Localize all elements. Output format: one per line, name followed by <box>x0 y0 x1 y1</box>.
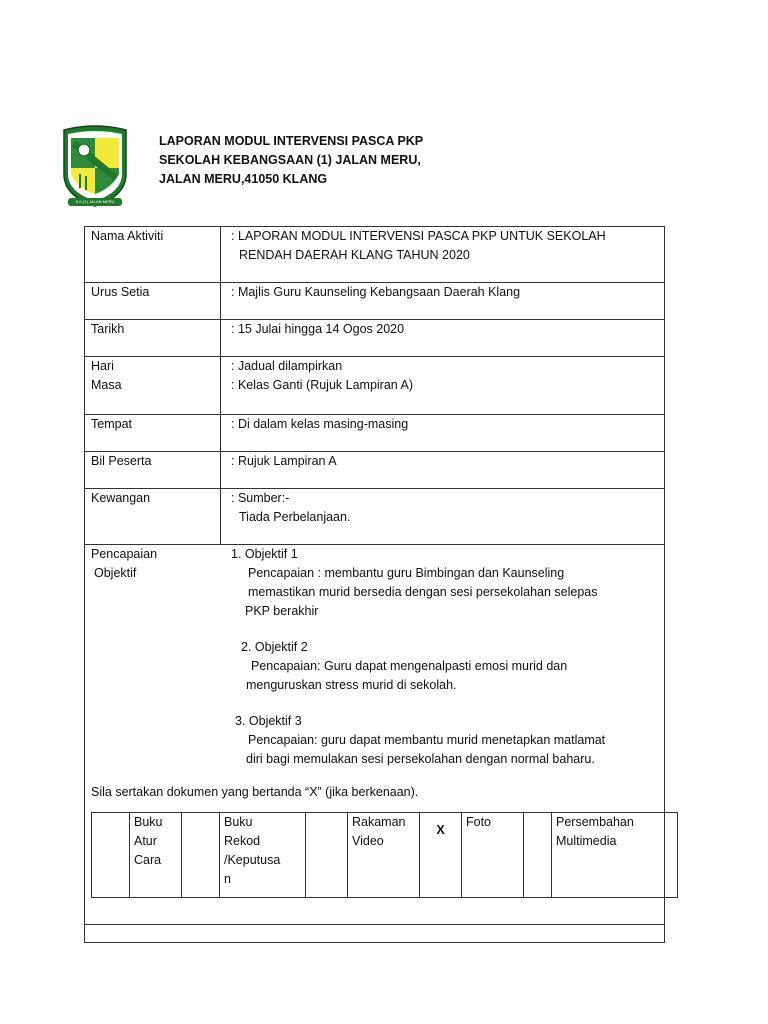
doc-label: Persembahan <box>556 815 634 829</box>
school-crest-logo <box>60 124 130 208</box>
row-nama-aktiviti <box>85 227 665 283</box>
document-checklist <box>91 812 657 898</box>
doc-label: Multimedia <box>556 834 617 848</box>
activity-report-table <box>84 226 665 943</box>
row-bil-peserta <box>85 452 665 489</box>
kewangan-sumber: : Sumber:- <box>231 491 290 505</box>
doc-label: Atur <box>134 834 157 848</box>
logo-banner-text: S.K.(1) JALAN MERU <box>75 199 115 204</box>
doc-label: n <box>224 872 231 886</box>
nama-aktiviti-line1: : LAPORAN MODUL INTERVENSI PASCA PKP UNTUK SEKOLAH <box>231 229 606 243</box>
footer-blank-cell <box>85 925 665 943</box>
label-nama-aktiviti: Nama Aktiviti <box>85 227 221 283</box>
objectives-list <box>221 545 605 769</box>
label-pencapaian-line2: Objektif <box>94 566 137 580</box>
label-bil-peserta: Bil Peserta <box>85 452 221 489</box>
doc-label: Buku <box>224 815 253 829</box>
value-masa: : Kelas Ganti (Rujuk Lampiran A) <box>231 378 414 392</box>
objective-1 <box>231 545 605 621</box>
label-kewangan: Kewangan <box>85 489 221 545</box>
doc-label: Video <box>352 834 384 848</box>
doc-label: Buku <box>134 815 163 829</box>
document-checklist-table <box>91 812 678 898</box>
value-hari-masa <box>221 357 665 415</box>
value-tempat: : Di dalam kelas masing-masing <box>221 415 665 452</box>
report-header <box>159 132 423 189</box>
doc-buku-atur-cara <box>130 813 182 898</box>
label-pencapaian <box>85 545 221 769</box>
pencapaian-cell <box>85 545 665 925</box>
kewangan-perbelanjaan: Tiada Perbelanjaan. <box>239 510 351 524</box>
doc-foto <box>462 813 524 898</box>
value-nama-aktiviti <box>221 227 665 283</box>
checkbox-rakaman-video-empty[interactable] <box>306 813 348 898</box>
doc-persembahan-multimedia <box>552 813 678 898</box>
doc-buku-rekod <box>220 813 306 898</box>
label-tempat: Tempat <box>85 415 221 452</box>
header-title: LAPORAN MODUL INTERVENSI PASCA PKP <box>159 134 424 148</box>
checkbox-buku-atur-cara[interactable] <box>92 813 130 898</box>
header-address: JALAN MERU,41050 KLANG <box>159 172 328 186</box>
row-tempat <box>85 415 665 452</box>
row-pencapaian-objektif <box>85 545 665 925</box>
attachment-note: Sila sertakan dokumen yang bertanda “X” (jika berkenaan). <box>91 785 419 799</box>
row-urus-setia <box>85 283 665 320</box>
objective-3-title: 3. Objektif 3 <box>235 714 302 728</box>
checkbox-rakaman-video-marked[interactable]: X <box>420 813 462 898</box>
objective-2-text: menguruskan stress murid di sekolah. <box>246 678 457 692</box>
nama-aktiviti-line2: RENDAH DAERAH KLANG TAHUN 2020 <box>239 248 470 262</box>
label-hari-masa <box>85 357 221 415</box>
checkbox-foto[interactable] <box>524 813 552 898</box>
objective-2-text: Pencapaian: Guru dapat mengenalpasti emosi murid dan <box>251 659 568 673</box>
row-tarikh <box>85 320 665 357</box>
label-pencapaian-line1: Pencapaian <box>91 547 158 561</box>
header-school-name: SEKOLAH KEBANGSAAN (1) JALAN MERU, <box>159 153 421 167</box>
doc-label: Rekod <box>224 834 261 848</box>
objective-2 <box>231 638 605 695</box>
row-kewangan <box>85 489 665 545</box>
value-tarikh: : 15 Julai hingga 14 Ogos 2020 <box>221 320 665 357</box>
label-urus-setia: Urus Setia <box>85 283 221 320</box>
doc-rakaman-video <box>348 813 420 898</box>
label-hari: Hari <box>91 359 114 373</box>
row-hari-masa <box>85 357 665 415</box>
objective-1-text: PKP berakhir <box>245 604 319 618</box>
doc-label: Rakaman <box>352 815 406 829</box>
label-tarikh: Tarikh <box>85 320 221 357</box>
value-hari: : Jadual dilampirkan <box>231 359 343 373</box>
objective-1-title: 1. Objektif 1 <box>231 547 298 561</box>
objective-1-text: Pencapaian : membantu guru Bimbingan dan Kaunseling <box>248 566 565 580</box>
checkbox-buku-rekod[interactable] <box>182 813 220 898</box>
objective-3 <box>231 712 605 769</box>
objective-3-text: diri bagi memulakan sesi persekolahan dengan normal baharu. <box>246 752 595 766</box>
label-masa: Masa <box>91 378 122 392</box>
objective-2-title: 2. Objektif 2 <box>241 640 308 654</box>
doc-label: Foto <box>466 815 492 829</box>
objective-1-text: memastikan murid bersedia dengan sesi persekolahan selepas <box>248 585 598 599</box>
doc-label: /Keputusa <box>224 853 281 867</box>
value-bil-peserta: : Rujuk Lampiran A <box>221 452 665 489</box>
value-kewangan <box>221 489 665 545</box>
value-urus-setia: : Majlis Guru Kaunseling Kebangsaan Daerah Klang <box>221 283 665 320</box>
objective-3-text: Pencapaian: guru dapat membantu murid menetapkan matlamat <box>248 733 606 747</box>
doc-label: Cara <box>134 853 162 867</box>
row-footer-blank <box>85 925 665 943</box>
